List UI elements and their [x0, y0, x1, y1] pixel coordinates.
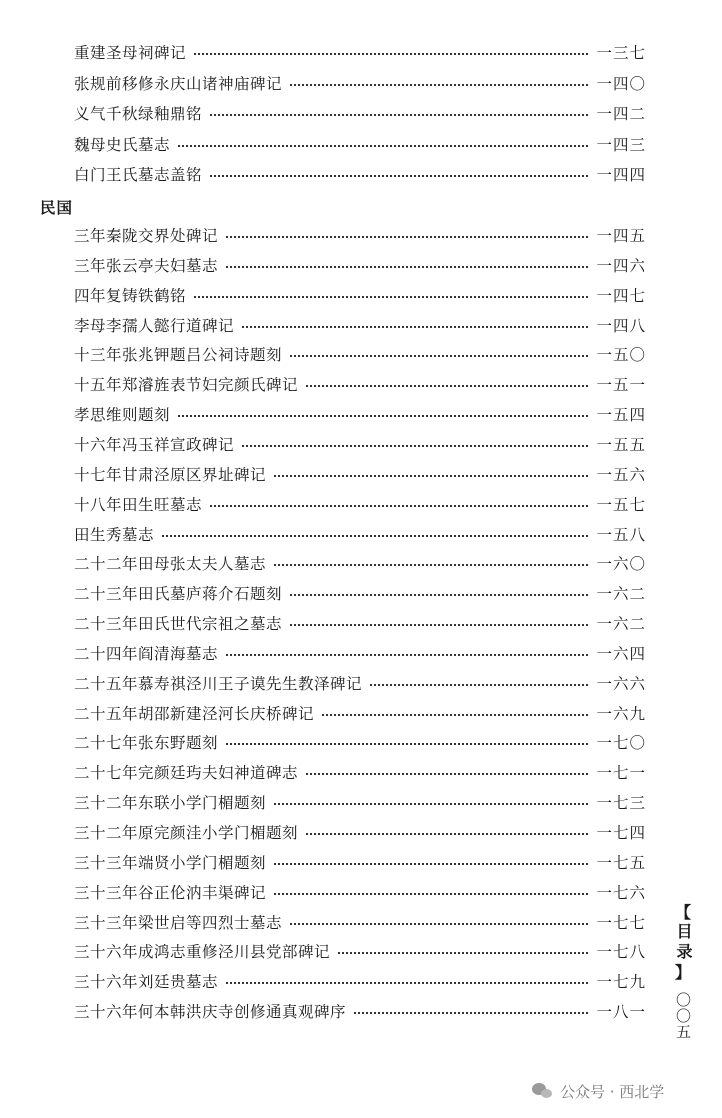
- toc-entry: [74, 698, 646, 728]
- toc-leader-dots: [242, 445, 588, 447]
- toc-entry-title: 三十二年东联小学门楣题刻: [74, 794, 267, 813]
- toc-entry-page: 一四七: [596, 286, 646, 305]
- toc-leader-dots: [194, 296, 588, 298]
- toc-leader-dots: [226, 743, 588, 745]
- toc-leader-dots: [290, 594, 588, 596]
- toc-entry-page: 一七七: [596, 913, 646, 932]
- toc-entry-page: 一七五: [596, 853, 646, 872]
- toc-leader-dots: [306, 773, 588, 775]
- toc-entry-title: 二十五年慕寿祺泾川王子谟先生教泽碑记: [74, 674, 363, 693]
- toc-entry: [74, 668, 646, 698]
- chapter-label: 目录: [674, 923, 693, 963]
- toc-leader-dots: [338, 952, 588, 954]
- toc-entry: [74, 519, 646, 549]
- toc-leader-dots: [290, 923, 588, 925]
- toc-entry-title: 义气千秋绿釉鼎铭: [74, 105, 203, 123]
- toc-entry-page: 一五五: [596, 435, 646, 454]
- toc-entry-page: 一四三: [596, 135, 646, 154]
- toc-entry-title: 三十六年刘廷贵墓志: [74, 973, 219, 992]
- toc-entry: [74, 489, 646, 519]
- section-title: 民国: [40, 198, 74, 217]
- toc-leader-dots: [274, 564, 588, 566]
- toc-entry-page: 一七六: [596, 883, 646, 902]
- toc-leader-dots: [210, 505, 588, 507]
- toc-entry-title: 三十二年原完颜洼小学门楣题刻: [74, 824, 299, 842]
- toc-entry: [74, 369, 646, 399]
- toc-leader-dots: [242, 326, 588, 328]
- toc-entry: [74, 548, 646, 578]
- toc-entry-page: 一六二: [596, 615, 646, 634]
- toc-entry: [74, 907, 646, 937]
- toc-leader-dots: [274, 863, 588, 865]
- toc-entry-title: 四年复铸铁鹤铭: [74, 286, 187, 305]
- toc-entry: [74, 280, 646, 310]
- toc-entry-title: 二十三年田氏世代宗祖之墓志: [74, 615, 283, 634]
- toc-entry-title: 白门王氏墓志盖铭: [74, 166, 203, 184]
- toc-entry-page: 一七八: [596, 943, 646, 962]
- toc-leader-dots: [178, 145, 588, 147]
- toc-entry-page: 一五八: [596, 525, 646, 544]
- toc-leader-dots: [162, 535, 588, 537]
- toc-leader-dots: [290, 84, 588, 86]
- toc-entry-title: 二十二年田母张太夫人墓志: [74, 555, 267, 574]
- toc-leader-dots: [274, 803, 588, 805]
- watermark: [532, 1078, 664, 1104]
- toc-entry-title: 三年秦陇交界处碑记: [74, 227, 219, 245]
- toc-entry-page: 一七一: [596, 764, 646, 783]
- toc-entry-page: 一七九: [596, 973, 646, 992]
- toc-entry: [74, 68, 646, 98]
- toc-entry-page: 一六〇: [596, 555, 646, 574]
- toc-entry: [74, 727, 646, 757]
- toc-leader-dots: [274, 893, 588, 895]
- toc-entry-page: 一七〇: [596, 734, 646, 753]
- toc-entry-title: 重建圣母祠碑记: [74, 44, 187, 62]
- toc-entry-title: 二十五年胡邵新建泾河长庆桥碑记: [74, 704, 315, 723]
- toc-entry-page: 一五四: [596, 406, 646, 425]
- toc-entry: [74, 757, 646, 787]
- toc-entry-title: 孝思维则题刻: [74, 406, 171, 425]
- toc-entry: [74, 608, 646, 638]
- toc-entry: [74, 966, 646, 996]
- toc-entry-title: 三十六年成鸿志重修泾川县党部碑记: [74, 943, 331, 962]
- toc-entry: [74, 220, 646, 250]
- page-number: 〇〇五: [674, 992, 692, 1040]
- toc-entry: [74, 159, 646, 189]
- toc-entry-page: 一六九: [596, 704, 646, 723]
- toc-leader-dots: [306, 833, 588, 835]
- toc-entry-title: 十五年郑濬旌表节妇完颜氏碑记: [74, 376, 299, 395]
- toc-entry-title: 田生秀墓志: [74, 525, 155, 544]
- toc-entry-page: 一四二: [596, 105, 646, 123]
- toc-entry-page: 一三七: [596, 44, 646, 62]
- toc-leader-dots: [226, 654, 588, 656]
- toc-entry: [74, 877, 646, 907]
- toc-leader-dots: [290, 624, 588, 626]
- toc-entry: [74, 37, 646, 67]
- toc-entry-title: 张规前移修永庆山诸神庙碑记: [74, 74, 283, 93]
- toc-entry-page: 一四五: [596, 227, 646, 245]
- toc-leader-dots: [210, 114, 588, 116]
- toc-entry: [74, 98, 646, 128]
- toc-entry-title: 十七年甘肃泾原区界址碑记: [74, 465, 267, 484]
- toc-leader-dots: [274, 475, 588, 477]
- toc-entry-title: 十八年田生旺墓志: [74, 495, 203, 514]
- toc-entry-page: 一六六: [596, 674, 646, 693]
- toc-leader-dots: [306, 385, 588, 387]
- toc-leader-dots: [290, 355, 588, 357]
- toc-entry: [74, 578, 646, 608]
- toc-entry: [74, 129, 646, 159]
- toc-entry-title: 三年张云亭夫妇墓志: [74, 256, 219, 275]
- toc-leader-dots: [322, 714, 588, 716]
- toc-entry: [74, 936, 646, 966]
- toc-leader-dots: [210, 175, 588, 177]
- toc-entry-page: 一四四: [596, 166, 646, 184]
- toc-leader-dots: [370, 684, 588, 686]
- toc-entry-page: 一六四: [596, 644, 646, 663]
- toc-entry: [74, 638, 646, 668]
- toc-leader-dots: [194, 53, 588, 55]
- toc-entry-page: 一四〇: [596, 74, 646, 93]
- toc-entry-title: 魏母史氏墓志: [74, 135, 171, 154]
- toc-entry: [74, 429, 646, 459]
- toc-entry: [74, 459, 646, 489]
- toc-entry-page: 一四六: [596, 256, 646, 275]
- toc-entry: [74, 250, 646, 280]
- toc-leader-dots: [226, 982, 588, 984]
- bracket-open: 【: [674, 903, 691, 922]
- toc-entry-title: 李母李孺人懿行道碑记: [74, 316, 235, 335]
- bracket-close: 】: [674, 963, 691, 982]
- toc-leader-dots: [354, 1012, 588, 1014]
- wechat-icon: [532, 1082, 554, 1100]
- toc-entry-title: 三十三年谷正伦汭丰渠碑记: [74, 883, 267, 902]
- toc-entry-title: 十三年张兆钾题吕公祠诗题刻: [74, 346, 283, 365]
- toc-entry-page: 一七三: [596, 794, 646, 813]
- watermark-text: 公众号 · 西北学: [560, 1082, 665, 1101]
- toc-entry: [74, 847, 646, 877]
- toc-entry-title: 二十四年阎清海墓志: [74, 644, 219, 663]
- toc-entry-title: 三十三年梁世启等四烈士墓志: [74, 913, 283, 932]
- toc-entry: [74, 310, 646, 340]
- toc-entry-page: 一五七: [596, 495, 646, 514]
- toc-entry-page: 一六二: [596, 585, 646, 604]
- toc-entry: [74, 817, 646, 847]
- toc-entry-page: 一四八: [596, 316, 646, 335]
- toc-entry: [74, 339, 646, 369]
- toc-leader-dots: [178, 415, 588, 417]
- toc-entry: [74, 787, 646, 817]
- toc-entry-title: 二十七年张东野题刻: [74, 734, 219, 753]
- toc-leader-dots: [226, 236, 588, 238]
- toc-entry-page: 一八一: [596, 1003, 646, 1022]
- toc-entry-title: 二十七年完颜廷玙夫妇神道碑志: [74, 764, 299, 783]
- toc-entry-title: 十六年冯玉祥宣政碑记: [74, 435, 235, 454]
- toc-entry: [74, 996, 646, 1026]
- toc-entry-page: 一五六: [596, 465, 646, 484]
- sidebar-chapter-label: [670, 905, 696, 981]
- toc-entry-title: 二十三年田氏墓庐蒋介石题刻: [74, 585, 283, 604]
- toc-entry-page: 一七四: [596, 824, 646, 842]
- toc-entry-page: 一五〇: [596, 346, 646, 365]
- toc-entry-page: 一五一: [596, 376, 646, 395]
- toc-entry: [74, 399, 646, 429]
- toc-entry-title: 三十三年端贤小学门楣题刻: [74, 853, 267, 872]
- toc-entry-title: 三十六年何本韩洪庆寺创修通真观碑序: [74, 1003, 347, 1022]
- toc-leader-dots: [226, 266, 588, 268]
